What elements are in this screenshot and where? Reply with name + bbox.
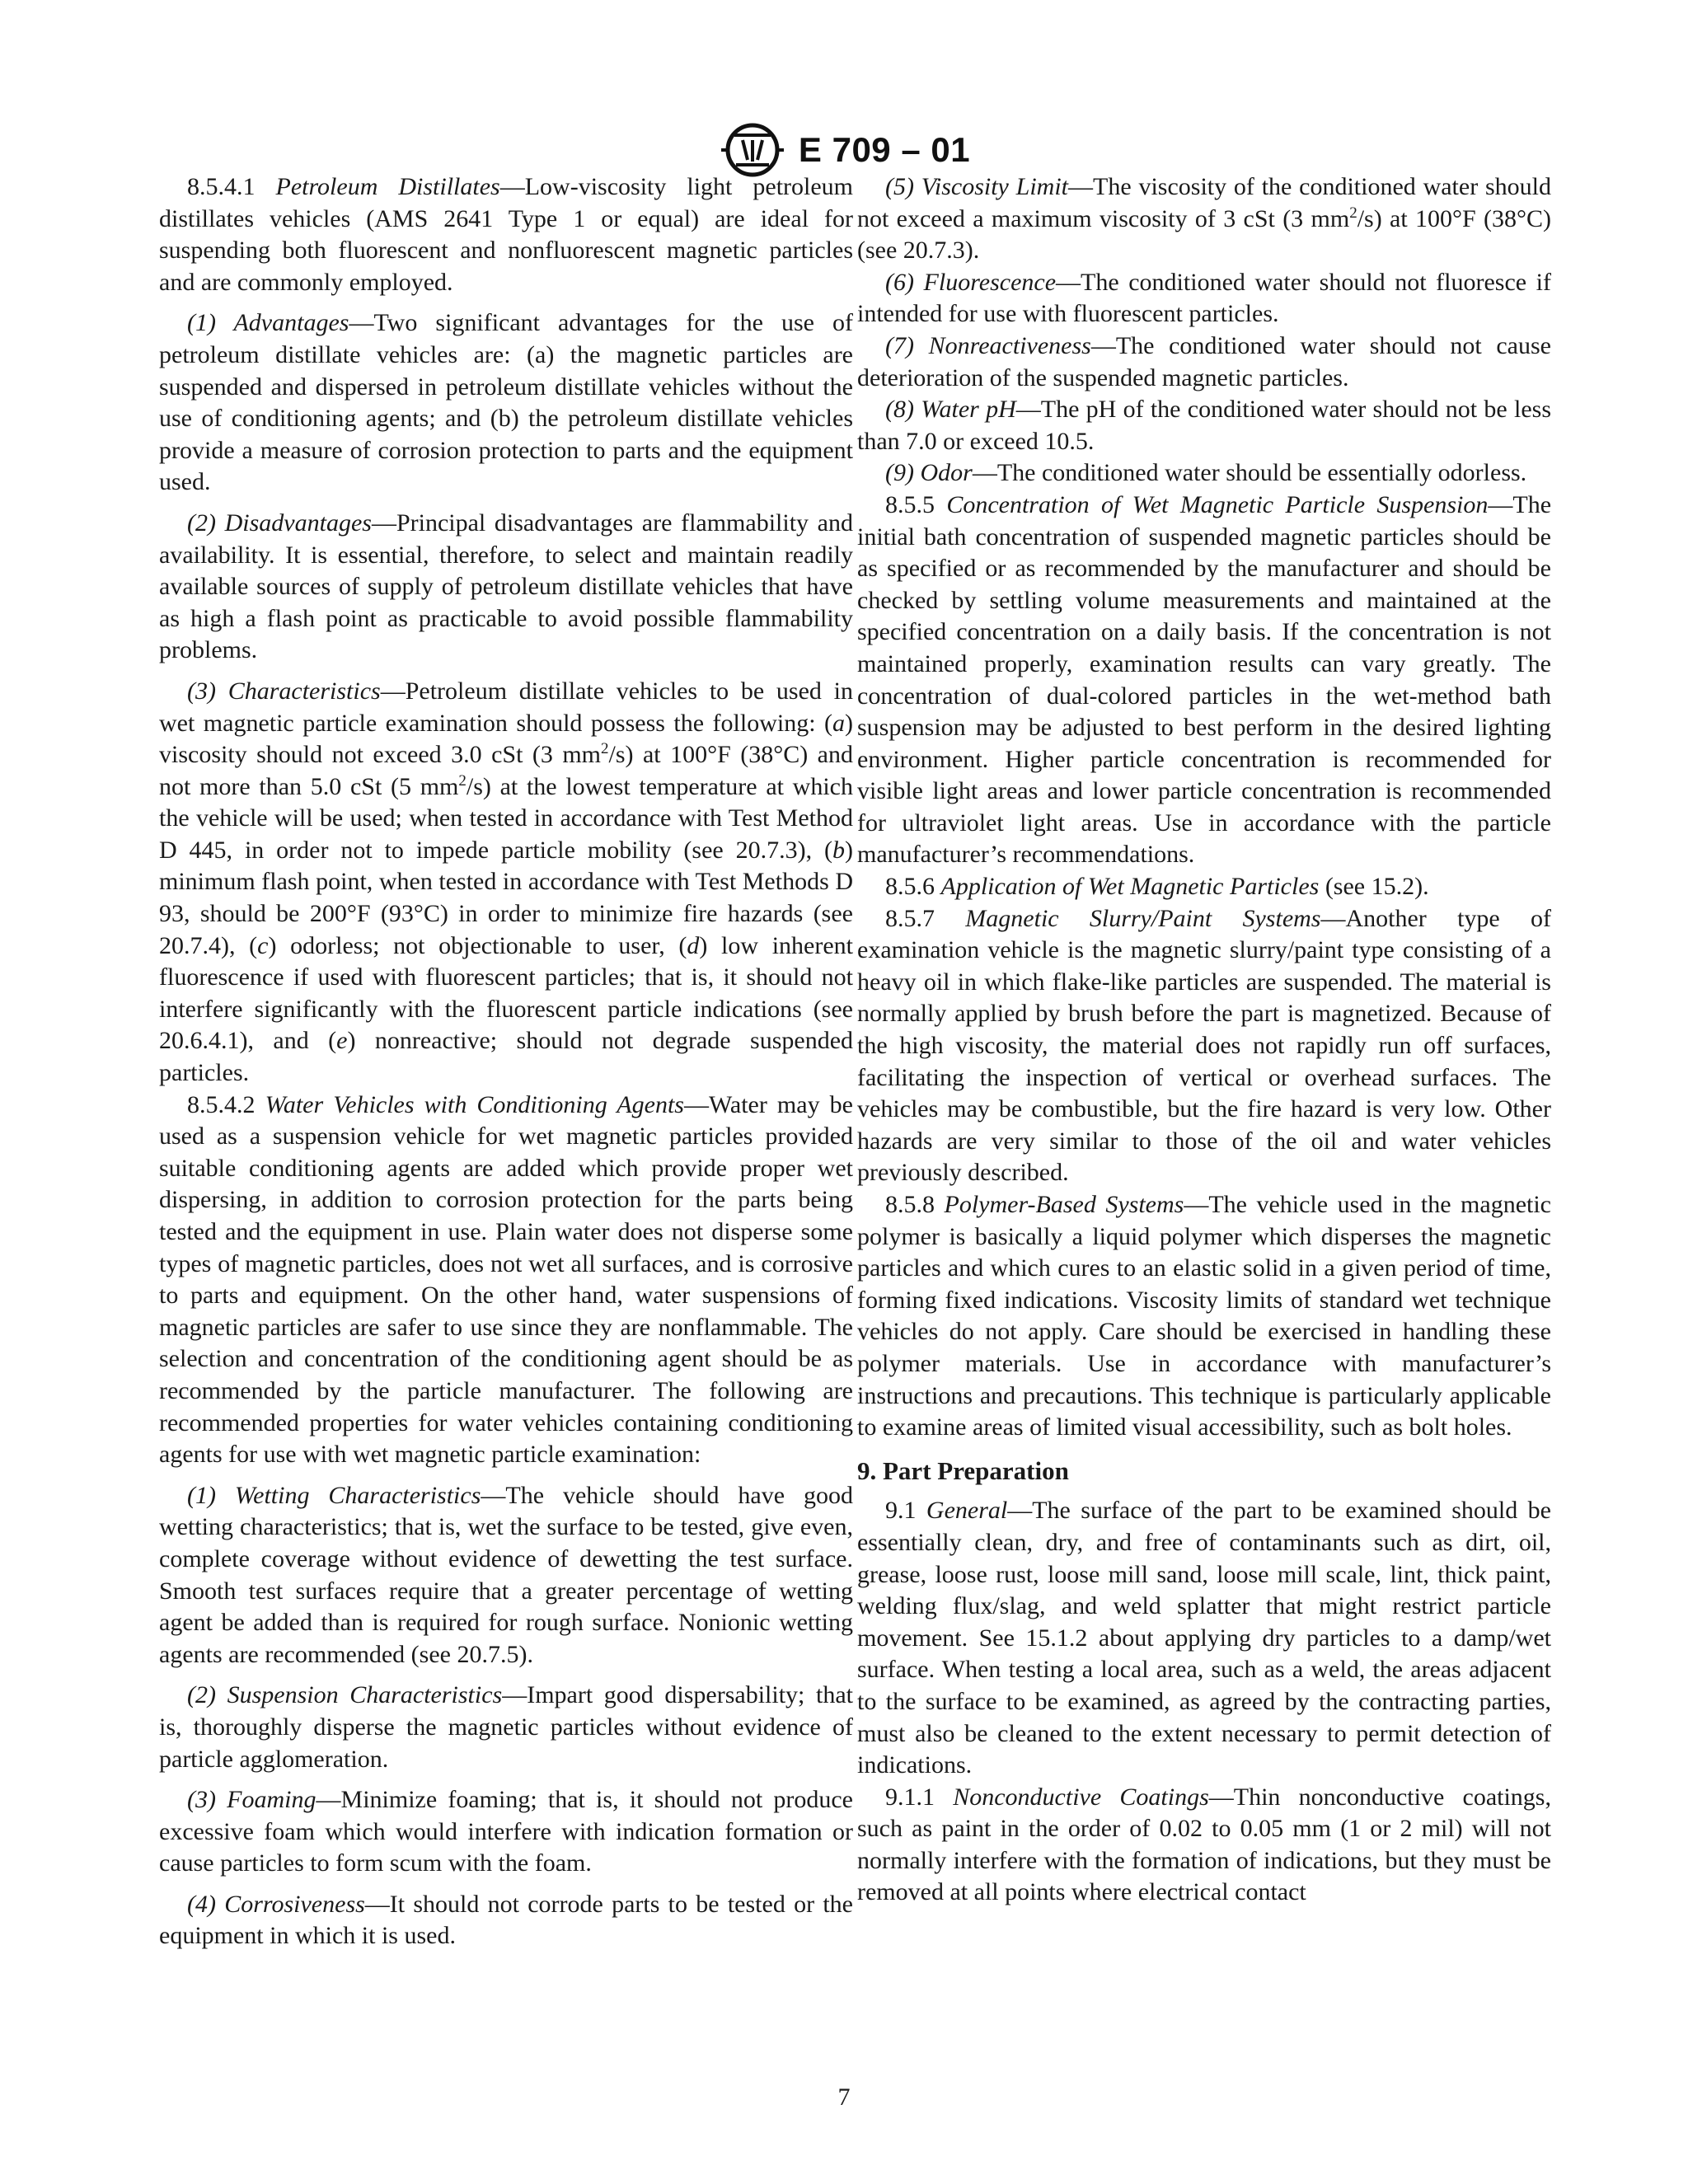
section-8-5-4-1: 8.5.4.1 Petroleum Distillates—Low-viscosity light petroleum distillates vehicles (AMS 2641 Type 1 or equal) are ideal for suspending both fluorescent and nonfluorescent magnetic particles and are commonly employed. xyxy=(159,173,854,296)
advantages-paragraph: (1) Advantages—Two significant advantages for the use of petroleum distillate vehicles are: (a) the magnetic particles are suspended and dispersed in petroleum distillate vehicles without the use of conditioning agents; and (b) the petroleum distillate vehicles provide a measure of corrosion protection to parts and the equipment used. xyxy=(159,309,853,496)
section-9-1: 9.1 General—The surface of the part to be examined should be essentially clean, dry, and free of contaminants such as dirt, oil, grease, loose rust, loose mill sand, loose mill scale, lint, thick paint, welding flux/slag, and weld splatter that might restrict particle movement. See 15.1.2 about applying dry particles to a damp/wet surface. When testing a local area, such as a weld, the areas adjacent to the surface to be examined, as agreed by the contracting parties, must also be cleaned to the extent necessary to permit detection of indications. xyxy=(857,1497,1551,1779)
section-8-5-6: 8.5.6 Application of Wet Magnetic Particles (see 15.2). xyxy=(885,873,1429,901)
section-8-5-8: 8.5.8 Polymer-Based Systems—The vehicle used in the magnetic polymer is basically a liquid polymer which disperses the magnetic particles and which cures to an elastic solid in a given period of time, forming fixed indications. Viscosity limits of standard wet technique vehicles do not apply. Care should be exercised in handling these polymer materials. Use in accordance with manufacturer’s instructions and precautions. This technique is particularly applicable to examine areas of limited visual accessibility, such as bolt holes. xyxy=(857,1191,1552,1441)
disadvantages-paragraph: (2) Disadvantages—Principal disadvantages are flammability and availability. It is essential, therefore, to select and maintain readily available sources of supply of petroleum distillate vehicles that have as high a flash point as practicable to avoid possible flammability problems. xyxy=(159,509,853,664)
section-9-1-1: 9.1.1 Nonconductive Coatings—Thin nonconductive coatings, such as paint in the order of 0.02 to 0.05 mm (1 or 2 mil) will not normally interfere with the formation of indications, but they must be removed at all points where electrical contact xyxy=(857,1783,1551,1906)
page-number: 7 xyxy=(837,2083,851,2111)
section-8-5-5: 8.5.5 Concentration of Wet Magnetic Particle Suspension—The initial bath concentration of suspended magnetic particles should be as specified or as recommended by the manufacturer and should be checked by settling volume measurements and maintained at the specified concentration on a daily basis. If the concentration is not maintained properly, examination results can vary greatly. The concentration of dual-colored particles in the wet-method bath suspension may be adjusted to best perform in the desired lighting environment. Higher particle concentration is recommended for visible light areas and lower particle concentration is recommended for ultraviolet light areas. Use in accordance with the particle manufacturer’s recommendations. xyxy=(857,490,1552,869)
corrosiveness-paragraph: (4) Corrosiveness—It should not corrode parts to be tested or the equipment in which it is used. xyxy=(159,1890,853,1950)
viscosity-limit-paragraph: (5) Viscosity Limit—The viscosity of the conditioned water should not exceed a maximum viscosity of 3 cSt (3 $mm^2/s$) at 100°F (38°C) (see 20.7.3). xyxy=(857,173,1552,265)
heading-part-preparation: 9. Part Preparation xyxy=(857,1455,1069,1485)
standard-designation: E 709 – 01 xyxy=(798,130,971,169)
section-8-5-7: 8.5.7 Magnetic Slurry/Paint Systems—Another type of examination vehicle is the magnetic slurry/paint type consisting of a heavy oil in which flake-like particles are suspended. The material is normally applied by brush before the part is magnetized. Because of the high viscosity, the material does not rapidly run off surfaces, facilitating the inspection of vertical or overhead surfaces. The vehicles may be combustible, but the fire hazard is very low. Other hazards are very similar to those of the oil and water vehicles previously described. xyxy=(857,904,1552,1187)
right-column xyxy=(857,171,1551,1909)
foaming-paragraph: (3) Foaming—Minimize foaming; that is, it should not produce excessive foam which would interfere with indication formation or cause particles to form scum with the foam. xyxy=(159,1786,853,1877)
section-8-5-4-2: 8.5.4.2 Water Vehicles with Conditioning Agents—Water may be used as a suspension vehicle for wet magnetic particles provided suitable conditioning agents are added which provide proper wet dispersing, in addition to corrosion protection for the parts being tested and the equipment in use. Plain water does not disperse some types of magnetic particles, does not wet all surfaces, and is corrosive to parts and equipment. On the other hand, water suspensions of magnetic particles are safer to use since they are nonflammable. The selection and concentration of the conditioning agent should be as recommended by the particle manufacturer. The following are recommended properties for water vehicles containing conditioning agents for use with wet magnetic particle examination: xyxy=(159,1090,853,1469)
nonreactiveness-paragraph: (7) Nonreactiveness—The conditioned water should not cause deterioration of the suspended magnetic particles. xyxy=(857,331,1551,391)
fluorescence-paragraph: (6) Fluorescence—The conditioned water should not fluoresce if intended for use with fluorescent particles. xyxy=(857,268,1551,328)
water-ph-paragraph: (8) Water pH—The pH of the conditioned water should not be less than 7.0 or exceed 10.5. xyxy=(857,396,1551,455)
odor-paragraph: (9) Odor—The conditioned water should be essentially odorless. xyxy=(885,459,1527,487)
characteristics-paragraph: (3) Characteristics—Petroleum distillate vehicles to be used in wet magnetic particle examination should possess the following: (a) viscosity should not exceed 3.0 cSt (3 $mm^2/s$) at 100°F (38°C) and not more than 5.0 cSt (5 $mm^2/s$) at the lowest temperature at which the vehicle will be used; when tested in accordance with Test Method D 445, in order not to impede particle mobility (see 20.7.3), (b) minimum flash point, when tested in accordance with Test Methods D 93, should be 200°F (93°C) in order to minimize fire hazards (see 20.7.4), (c) odorless; not objectionable to user, (d) low inherent fluorescence if used with fluorescent particles; that is, it should not interfere significantly with the fluorescent particle indications (see 20.6.4.1), and (e) nonreactive; should not degrade suspended particles. xyxy=(159,677,854,1087)
suspension-paragraph: (2) Suspension Characteristics—Impart good dispersability; that is, thoroughly disperse the magnetic particles without evidence of particle agglomeration. xyxy=(159,1681,853,1773)
left-column xyxy=(159,171,853,1952)
wetting-paragraph: (1) Wetting Characteristics—The vehicle should have good wetting characteristics; that is, wet the surface to be tested, give even, complete coverage without evidence of dewetting the test surface. Smooth test surfaces require that a greater percentage of wetting agent be added than is required for rough surface. Nonionic wetting agents are recommended (see 20.7.5). xyxy=(159,1481,853,1668)
